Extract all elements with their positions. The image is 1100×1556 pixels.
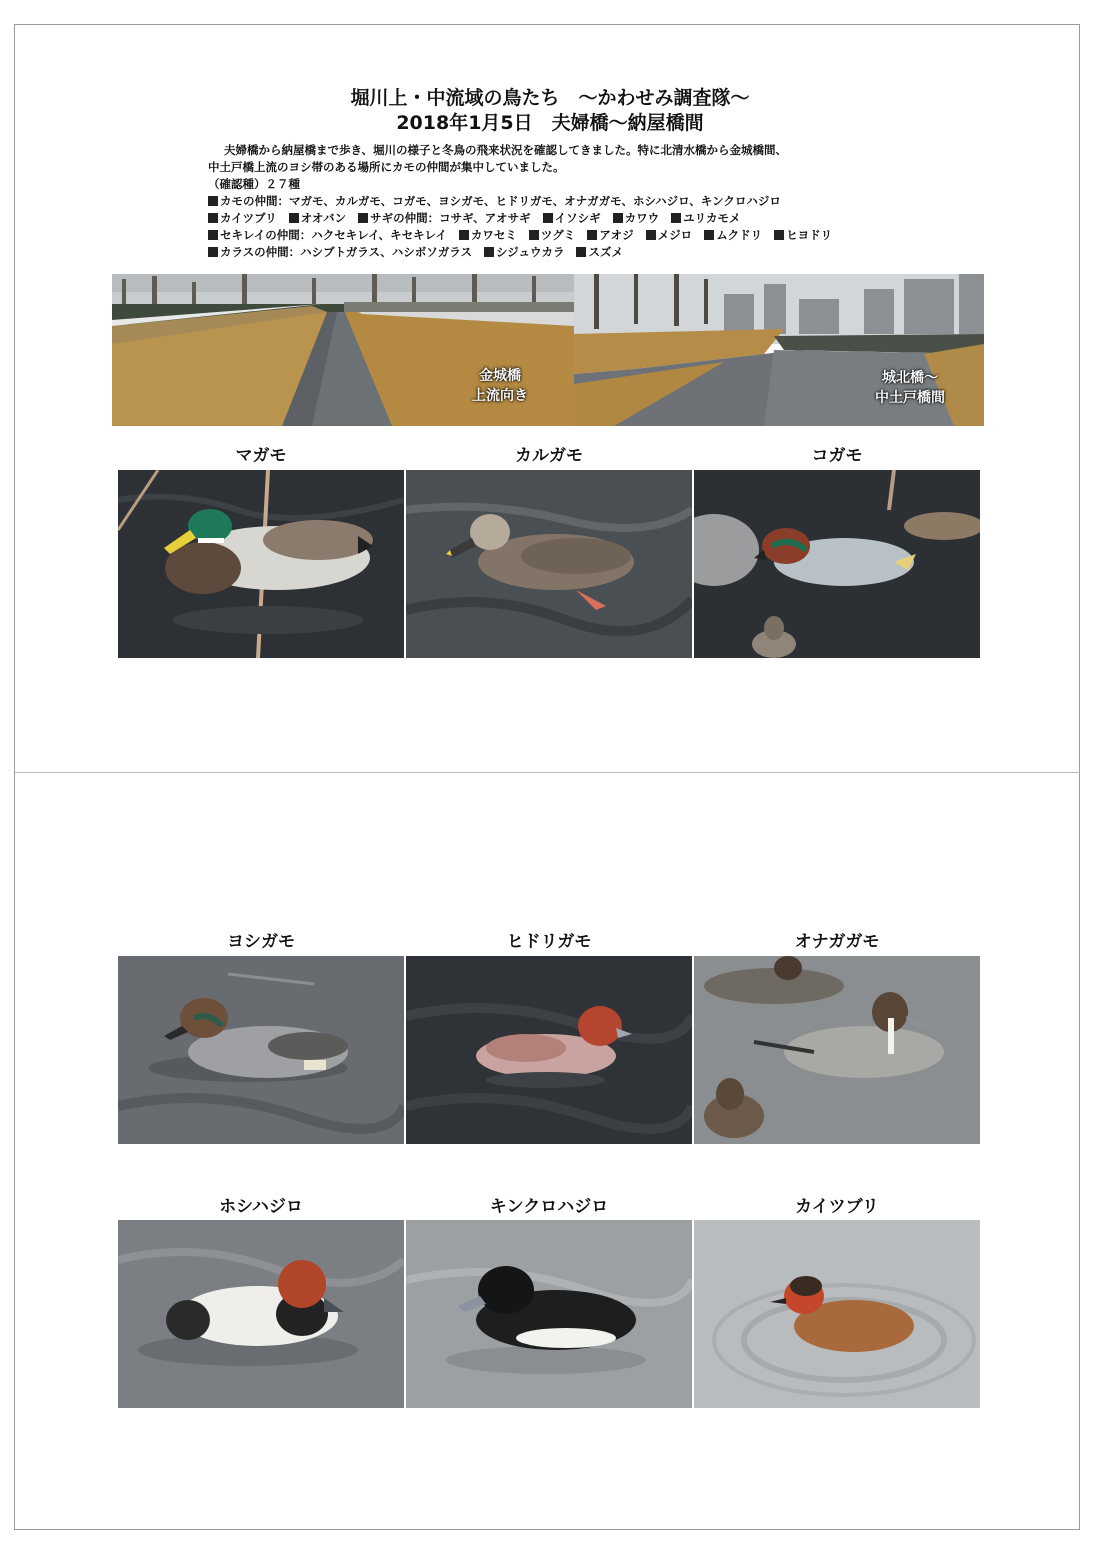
species-item: ユリカモメ — [683, 211, 741, 225]
bird-label-yoshigamo: ヨシガモ — [227, 932, 295, 952]
species-line — [208, 193, 908, 210]
species-item: アオジ — [599, 228, 634, 242]
bullet-square-icon — [543, 213, 553, 223]
photo-karugamo — [406, 470, 692, 658]
species-item: シジュウカラ — [495, 245, 565, 259]
bullet-square-icon — [587, 230, 597, 240]
photo-magamo — [118, 470, 404, 658]
bullet-square-icon — [459, 230, 469, 240]
species-line — [208, 227, 908, 244]
bullet-square-icon — [576, 247, 586, 257]
species-item: セキレイの仲間：ハクセキレイ、キセキレイ — [220, 228, 447, 242]
species-count: （確認種）２７種 — [208, 177, 300, 191]
caption-johoku — [860, 368, 960, 408]
bullet-square-icon — [774, 230, 784, 240]
bird-label-magamo: マガモ — [235, 446, 287, 466]
bird-label-kinkurohajiro: キンクロハジロ — [489, 1197, 609, 1217]
bullet-square-icon — [289, 213, 299, 223]
intro-line-2: 中土戸橋上流のヨシ帯のある場所にカモの仲間が集中していました。 — [208, 160, 565, 174]
caption-kinjo-line1: 金城橋 — [479, 368, 521, 384]
bird-label-hoshihajiro: ホシハジロ — [219, 1197, 303, 1217]
page-title: 堀川上・中流域の鳥たち ～かわせみ調査隊～ — [350, 87, 750, 109]
species-item: ムクドリ — [716, 228, 763, 242]
intro-line-1: 夫婦橋から納屋橋まで歩き、堀川の様子と冬鳥の飛来状況を確認してきました。特に北清水橋から金城橋間、 — [224, 143, 788, 157]
species-item: スズメ — [588, 245, 623, 259]
page-subtitle: 2018年1月5日 夫婦橋～納屋橋間 — [396, 112, 704, 134]
caption-kinjo-line2: 上流向き — [472, 388, 528, 404]
species-item: ヒヨドリ — [786, 228, 833, 242]
bullet-square-icon — [671, 213, 681, 223]
bullet-square-icon — [208, 247, 218, 257]
bullet-square-icon — [208, 230, 218, 240]
photo-kinkurohajiro — [406, 1220, 692, 1408]
intro-text — [208, 142, 908, 261]
bird-label-kaitsuburi: カイツブリ — [795, 1197, 879, 1217]
caption-kinjo — [468, 366, 532, 406]
bullet-square-icon — [646, 230, 656, 240]
species-item: ツグミ — [540, 228, 576, 242]
bullet-square-icon — [484, 247, 494, 257]
species-item: カモの仲間：マガモ、カルガモ、コガモ、ヨシガモ、ヒドリガモ、オナガガモ、ホシハジロ、キンクロハジロ — [220, 194, 781, 208]
species-item: メジロ — [657, 228, 693, 242]
species-item: カラスの仲間：ハシブトガラス、ハシボソガラス — [220, 245, 472, 259]
photo-hoshihajiro — [118, 1220, 404, 1408]
photo-hidorigamo — [406, 956, 692, 1144]
bullet-square-icon — [208, 213, 218, 223]
caption-johoku-line2: 中土戸橋間 — [875, 390, 945, 406]
bird-label-onagagamo: オナガガモ — [794, 932, 880, 952]
species-item: カワセミ — [470, 228, 517, 242]
bullet-square-icon — [529, 230, 539, 240]
species-line — [208, 244, 908, 261]
photo-kogamo — [694, 470, 980, 658]
fold-line — [14, 772, 1080, 773]
bullet-square-icon — [704, 230, 714, 240]
photo-yoshigamo — [118, 956, 404, 1144]
photo-onagagamo — [694, 956, 980, 1144]
bullet-square-icon — [613, 213, 623, 223]
bird-label-hidorigamo: ヒドリガモ — [506, 932, 592, 952]
species-item: サギの仲間：コサギ、アオサギ — [370, 211, 531, 225]
species-item: カワウ — [624, 211, 660, 225]
species-line — [208, 210, 908, 227]
photo-kaitsuburi — [694, 1220, 980, 1408]
caption-johoku-line1: 城北橋～ — [882, 370, 938, 386]
bullet-square-icon — [208, 196, 218, 206]
bullet-square-icon — [358, 213, 368, 223]
species-item: イソシギ — [554, 211, 601, 225]
species-list — [208, 193, 908, 261]
bird-label-kogamo: コガモ — [811, 446, 863, 466]
species-item: オオバン — [300, 211, 347, 225]
species-item: カイツブリ — [220, 211, 277, 225]
bird-label-karugamo: カルガモ — [515, 446, 583, 466]
